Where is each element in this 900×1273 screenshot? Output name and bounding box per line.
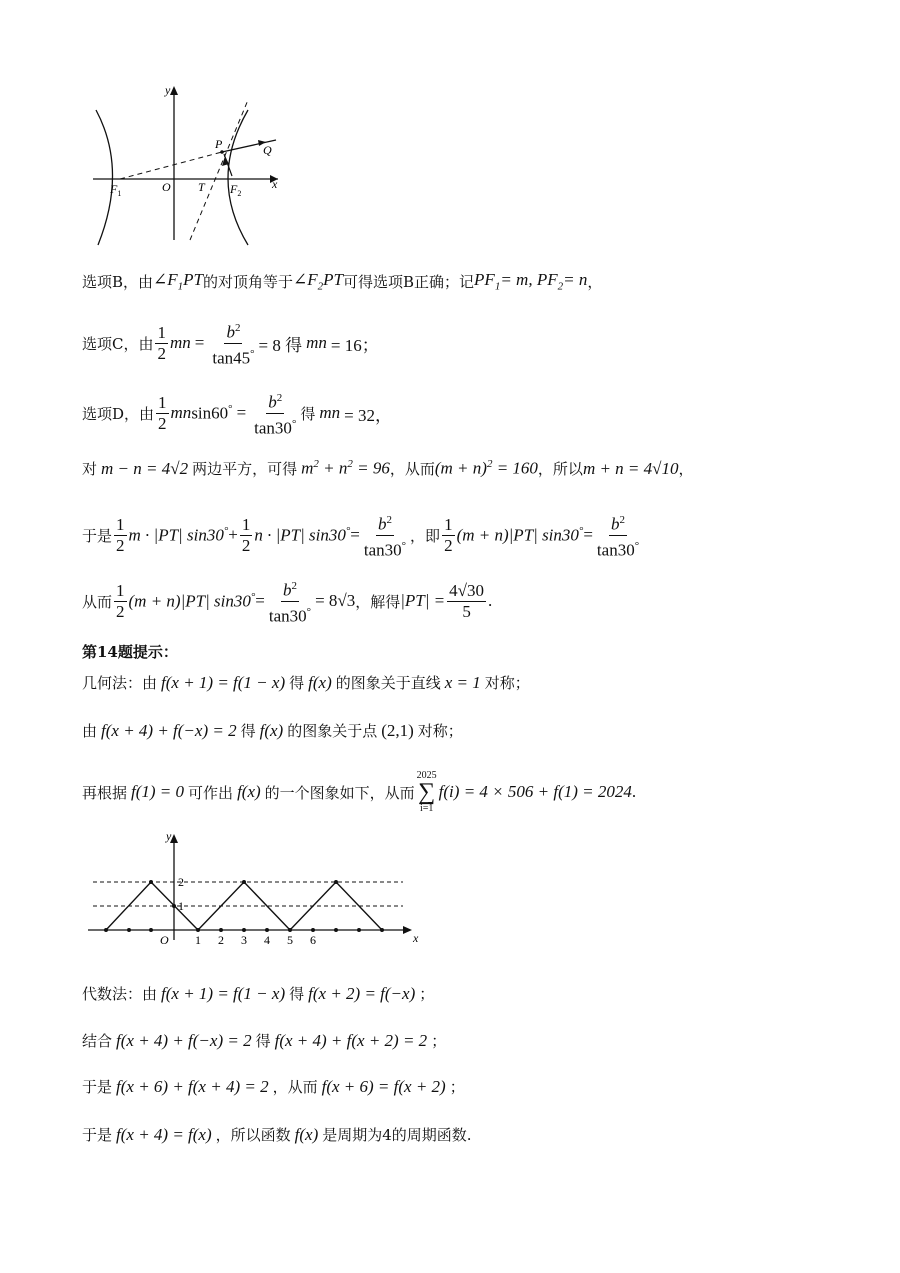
math: m + n = 4√10 xyxy=(582,458,679,478)
text: 得 xyxy=(289,674,305,692)
text: ，解得 xyxy=(355,592,401,611)
math: = 8√3 xyxy=(315,591,356,611)
math: mn xyxy=(319,403,341,423)
t-label: T xyxy=(198,180,205,194)
text: 是周期为4的周期函数. xyxy=(322,1126,472,1144)
math: = 16； xyxy=(330,335,379,355)
fraction-b2-tan45: $\frac{b^2}{\tan 45^\circ}$ xyxy=(210,318,256,368)
hyperbola-right-branch xyxy=(228,110,248,245)
text: ， xyxy=(678,460,694,478)
math: . xyxy=(631,782,637,801)
text: 可作出 xyxy=(188,783,234,802)
tick-label-1: 1 xyxy=(195,933,201,947)
shift-line xyxy=(82,1076,465,1097)
x-axis-label: x xyxy=(272,177,278,191)
text: 选项D，由 xyxy=(82,404,155,423)
math: = 32， xyxy=(344,405,392,425)
solution-line-pt-result xyxy=(82,576,492,626)
math: mn xyxy=(170,403,192,423)
math: f(x) xyxy=(259,720,284,740)
text: 得 xyxy=(289,985,305,1003)
text: 选项B，由 xyxy=(82,272,154,291)
math: f(x + 4) + f(−x) = 2 xyxy=(116,1030,252,1050)
math: (m + n)|PT| sin30° xyxy=(128,590,256,611)
text: 代数法：由 xyxy=(82,985,158,1003)
text: ，从而 xyxy=(389,460,435,478)
text: 得 xyxy=(255,1032,271,1050)
math: + xyxy=(228,525,238,545)
text: 的图象关于直线 xyxy=(335,674,441,692)
text: 的图象关于点 xyxy=(287,722,378,740)
tick-label-5: 5 xyxy=(287,933,293,947)
math: f(x + 4) = f(x) xyxy=(116,1124,212,1144)
p-label: P xyxy=(215,137,223,151)
fraction-pt-value: $\frac{4√30}{5}$ xyxy=(449,580,485,621)
math: f(i) = 4 × 506 + f(1) = 2024 xyxy=(438,782,632,801)
fraction-half: $\frac{1}{2}$ xyxy=(158,392,167,433)
solution-line-option-b xyxy=(82,270,602,292)
text: 选项C，由 xyxy=(82,334,154,353)
math-sin60: sin60° xyxy=(191,402,233,423)
solution-line-squares xyxy=(82,458,694,479)
math: m − n = 4√2 xyxy=(101,458,189,478)
math: f(1) = 0 xyxy=(131,782,185,801)
math: f(x + 1) = f(1 − x) xyxy=(161,983,286,1003)
text: 于是 xyxy=(82,1078,113,1096)
fraction-b2-tan30: $\frac{b^2}{\tan 30^\circ}$ xyxy=(595,510,641,560)
text: 几何法：由 xyxy=(82,674,158,692)
math: = xyxy=(255,591,265,611)
dashed-line-f1-p xyxy=(120,152,222,179)
text: 两边平方，可得 xyxy=(192,460,298,478)
text: ，即 xyxy=(410,526,441,545)
math: mn xyxy=(169,333,191,353)
text: 得 xyxy=(300,404,316,423)
text: 对称； xyxy=(417,722,463,740)
fraction-b2-tan30: $\frac{b^2}{\tan 30^\circ}$ xyxy=(252,388,298,438)
math: = 8 得 xyxy=(258,335,303,355)
math: . xyxy=(488,591,493,611)
math: = xyxy=(194,333,205,353)
math: f(x + 4) + f(−x) = 2 xyxy=(101,720,237,740)
symmetry-point-line xyxy=(82,720,463,741)
text: ，所以函数 xyxy=(215,1126,291,1144)
x-axis-arrow xyxy=(403,926,412,934)
hyperbola-figure xyxy=(88,80,288,250)
algebra-method-line xyxy=(82,983,434,1004)
math: = xyxy=(236,403,247,423)
math: = xyxy=(583,525,593,545)
combine-line xyxy=(82,1030,446,1051)
math-square-sum: $(m + n)^2 = 160$ xyxy=(434,458,538,478)
text: 可得选项B正确；记 xyxy=(343,272,475,291)
math: f(x) xyxy=(308,672,332,692)
math: = xyxy=(350,525,360,545)
math-sum-squares: $m^2 + n^2 = 96$ xyxy=(301,458,390,478)
graph-sum-line xyxy=(82,770,636,814)
text: ，所以 xyxy=(537,460,583,478)
label-two: 2 xyxy=(178,875,184,889)
text: 结合 xyxy=(82,1032,113,1050)
math-pf-defs: $PF_1= m$, $PF_2= n$ xyxy=(474,270,588,293)
fraction-half: $\frac{1}{2}$ xyxy=(116,580,125,621)
text: ； xyxy=(431,1032,447,1050)
math: |PT| = xyxy=(400,591,446,611)
fraction-half: $\frac{1}{2}$ xyxy=(444,514,453,555)
math: f(x + 6) = f(x + 2) xyxy=(321,1076,446,1096)
tick-label-4: 4 xyxy=(264,933,270,947)
text: 由 xyxy=(82,722,98,740)
fraction-half: $\frac{1}{2}$ xyxy=(116,514,125,555)
text: 对称； xyxy=(484,674,530,692)
periodic-function-graph xyxy=(88,828,428,953)
y-axis-arrow xyxy=(170,86,178,95)
text: ； xyxy=(419,985,435,1003)
math-angle-f2pt: $\angle F_2PT$ xyxy=(293,270,344,293)
text: 对 xyxy=(82,460,98,478)
text: ； xyxy=(449,1078,465,1096)
math: f(x + 6) + f(x + 4) = 2 xyxy=(116,1076,269,1096)
solution-line-option-d xyxy=(82,388,392,438)
hint-heading: 第14题提示： xyxy=(82,643,178,661)
text: 于是 xyxy=(82,1126,113,1144)
tick-label-3: 3 xyxy=(241,933,247,947)
text: 再根据 xyxy=(82,783,128,802)
f2-label: $F_2$ xyxy=(230,182,242,198)
math: f(x) xyxy=(294,1124,319,1144)
y-axis-label: y xyxy=(165,83,171,97)
f1-label: $F_1$ xyxy=(110,182,122,198)
summation-symbol: 2025 ∑ i=1 xyxy=(416,770,437,814)
hyperbola-left-branch xyxy=(96,110,113,245)
math: x = 1 xyxy=(444,672,481,692)
text: 的一个图象如下，从而 xyxy=(264,783,415,802)
text: 从而 xyxy=(82,592,113,611)
math: n · |PT| sin30° xyxy=(254,524,351,545)
fraction-half: $\frac{1}{2}$ xyxy=(241,514,251,555)
math-angle-f1pt: $\angle F_1PT$ xyxy=(153,270,204,293)
period-conclusion-line xyxy=(82,1124,472,1145)
q-label: Q xyxy=(263,143,272,157)
math: f(x) xyxy=(237,782,261,801)
origin-label: O xyxy=(162,180,171,194)
math: mn xyxy=(306,333,327,353)
geometry-method-line xyxy=(82,672,530,693)
fraction-b2-tan30: $\frac{b^2}{\tan 30^\circ}$ xyxy=(362,510,408,560)
solution-line-area-sum xyxy=(82,510,643,560)
text: 得 xyxy=(240,722,256,740)
tick-label-6: 6 xyxy=(310,933,316,947)
text: ，从而 xyxy=(272,1078,318,1096)
label-one: 1 xyxy=(178,899,184,913)
x-axis-label: x xyxy=(413,931,419,945)
fraction-b2-tan30: $\frac{b^2}{\tan 30^\circ}$ xyxy=(267,576,313,626)
text: ， xyxy=(587,272,603,291)
dashed-tangent-line xyxy=(190,100,248,240)
math: f(x + 1) = f(1 − x) xyxy=(161,672,286,692)
text: 于是 xyxy=(82,526,113,545)
fraction-half: $\frac{1}{2}$ xyxy=(157,322,166,363)
math: f(x + 4) + f(x + 2) = 2 xyxy=(274,1030,428,1050)
math: (m + n)|PT| sin30° xyxy=(456,524,584,545)
y-axis-label: y xyxy=(166,829,172,843)
text: 的对顶角等于 xyxy=(203,272,294,291)
math: (2,1) xyxy=(381,720,414,740)
math: m · |PT| sin30° xyxy=(128,524,229,545)
solution-line-option-c xyxy=(82,318,379,368)
math: f(x + 2) = f(−x) xyxy=(308,983,416,1003)
tick-label-2: 2 xyxy=(218,933,224,947)
origin-label: O xyxy=(160,933,169,947)
